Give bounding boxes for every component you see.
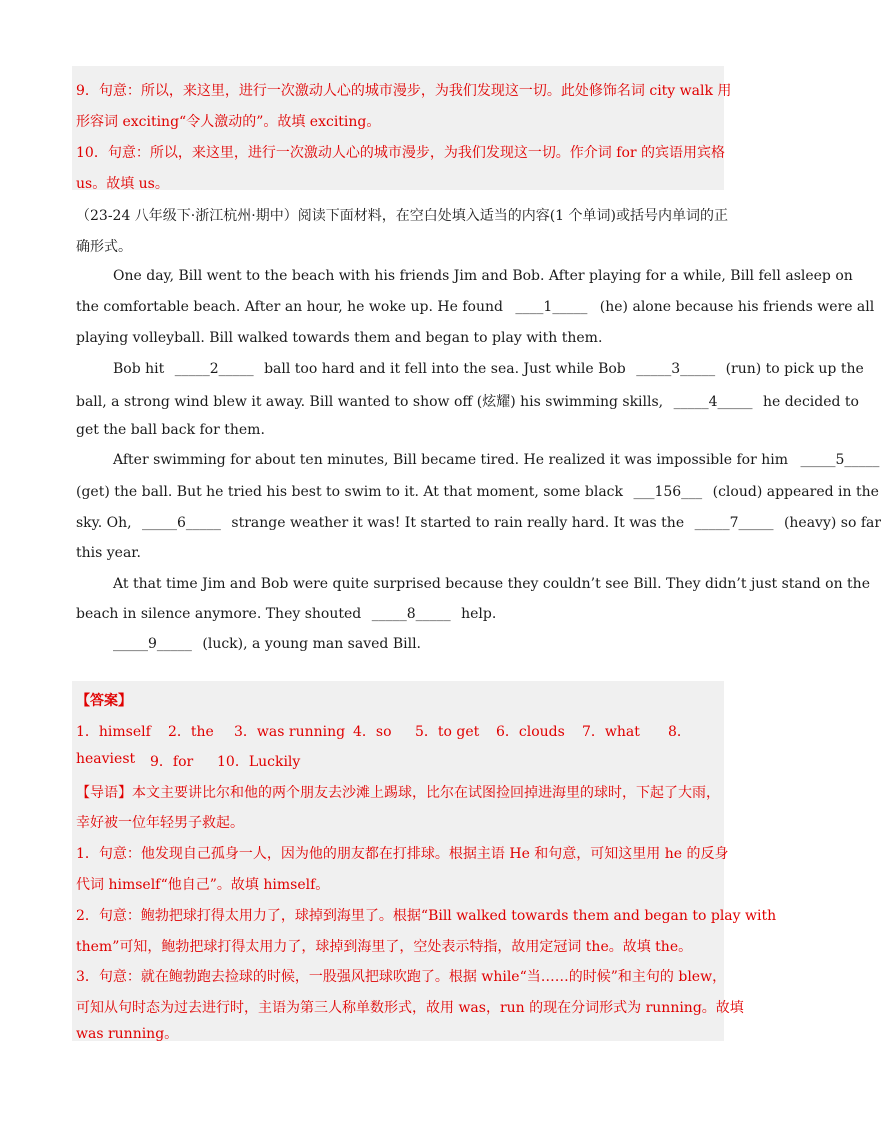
passage-line: this year.	[76, 545, 141, 561]
explanation-line: was running。	[76, 1026, 179, 1042]
passage-line	[113, 361, 864, 377]
explanation-line: 可知从句时态为过去进行时，主语为第三人称单数形式，故用 was，run 的现在分词形式为 running。故填	[76, 1000, 744, 1016]
explanation-line: 2．句意：鲍勃把球打得太用力了，球掉到海里了。根据“Bill walked towards them and began to play with	[76, 908, 777, 924]
passage-text: After swimming for about ten minutes, Bill became tired. He realized it was impossible for him	[113, 452, 789, 468]
answer-heading: 【答案】	[76, 693, 132, 709]
passage-text: (luck), a young man saved Bill.	[202, 636, 421, 652]
guide-text: 幸好被一位年轻男子救起。	[76, 815, 244, 831]
answer-item: 4．so	[353, 724, 392, 740]
explanation-line: them”可知，鲍勃把球打得太用力了，球掉到海里了，空处表示特指，故用定冠词 the。故填 the。	[76, 939, 693, 955]
blank-cloud: ___156___	[633, 484, 703, 500]
passage-text: beach in silence anymore. They shouted	[76, 606, 362, 622]
guide-text: 【导语】本文主要讲比尔和他的两个朋友去沙滩上踢球，比尔在试图捡回掉进海里的球时，下起了大雨，	[76, 785, 720, 801]
answer-item: heaviest	[76, 751, 136, 767]
passage-line: At that time Jim and Bob were quite surprised because they couldn’t see Bill. They didn’t just stand on the	[113, 576, 870, 592]
blank-5: _____5_____	[800, 452, 880, 468]
passage-text: he decided to	[762, 394, 859, 410]
blank-9: _____9_____	[113, 636, 192, 652]
explanation-line: 形容词 exciting“令人激动的”。故填 exciting。	[76, 114, 381, 130]
blank-2: _____2_____	[174, 361, 254, 377]
answer-item: 8．	[668, 724, 691, 740]
passage-line: playing volleyball. Bill walked towards them and began to play with them.	[76, 330, 603, 346]
passage-text: ball, a strong wind blew it away. Bill wanted to show off (炫耀) his swimming skills,	[76, 394, 664, 410]
blank-4: _____4_____	[673, 394, 753, 410]
blank-6: _____6_____	[142, 515, 221, 531]
passage-text: (cloud) appeared in the	[712, 484, 879, 500]
passage-line	[76, 484, 879, 500]
question-instruction: 确形式。	[76, 239, 132, 255]
passage-text: strange weather it was! It started to rain really hard. It was the	[231, 515, 685, 531]
passage-text: (heavy) so far	[783, 515, 881, 531]
blank-3: _____3_____	[636, 361, 716, 377]
answer-item: 2．the	[168, 724, 214, 740]
passage-text: sky. Oh,	[76, 515, 132, 531]
explanation-line: 3．句意：就在鲍勃跑去捡球的时候，一股强风把球吹跑了。根据 while“当……的时候”和主句的 blew，	[76, 969, 727, 985]
passage-line	[76, 606, 496, 622]
passage-line	[76, 391, 859, 411]
passage-line	[113, 636, 421, 652]
answer-item: 10．Luckily	[217, 754, 301, 770]
explanation-line: 1．句意：他发现自己孤身一人，因为他的朋友都在打排球。根据主语 He 和句意，可知这里用 he 的反身	[76, 846, 729, 862]
explanation-line: 9．句意：所以，来这里，进行一次激动人心的城市漫步，为我们发现这一切。此处修饰名词 city walk 用	[76, 83, 732, 99]
passage-line	[76, 515, 881, 531]
answer-item: 6．clouds	[496, 724, 565, 740]
passage-text: (run) to pick up the	[725, 361, 864, 377]
question-source: （23-24 八年级下·浙江杭州·期中）阅读下面材料，在空白处填入适当的内容(1 个单词)或括号内单词的正	[76, 208, 728, 224]
answer-item: 5．to get	[415, 724, 480, 740]
explanation-line: 代词 himself“他自己”。故填 himself。	[76, 877, 330, 893]
passage-line	[113, 452, 879, 468]
passage-text: (he) alone because his friends were all	[599, 299, 875, 315]
passage-text: the comfortable beach. After an hour, he woke up. He found	[76, 299, 503, 315]
passage-line: get the ball back for them.	[76, 422, 265, 438]
blank-7: _____7_____	[694, 515, 774, 531]
explanation-line: us。故填 us。	[76, 176, 169, 192]
passage-text: Bob hit	[113, 361, 165, 377]
passage-text: ball too hard and it fell into the sea. Just while Bob	[264, 361, 626, 377]
passage-text: (get) the ball. But he tried his best to swim to it. At that moment, some black	[76, 484, 623, 500]
blank-8: _____8_____	[371, 606, 451, 622]
answer-item: 9．for	[150, 754, 194, 770]
blank-1: ____1_____	[515, 299, 588, 315]
passage-line: One day, Bill went to the beach with his friends Jim and Bob. After playing for a while, Bill fell asleep on	[113, 268, 853, 284]
answer-item: 1．himself	[76, 724, 151, 740]
passage-line	[76, 299, 874, 315]
explanation-line: 10．句意：所以，来这里，进行一次激动人心的城市漫步，为我们发现这一切。作介词 for 的宾语用宾格	[76, 145, 726, 161]
passage-text: help.	[461, 606, 497, 622]
answer-item: 7．what	[582, 724, 640, 740]
answer-item: 3．was running	[234, 724, 346, 740]
